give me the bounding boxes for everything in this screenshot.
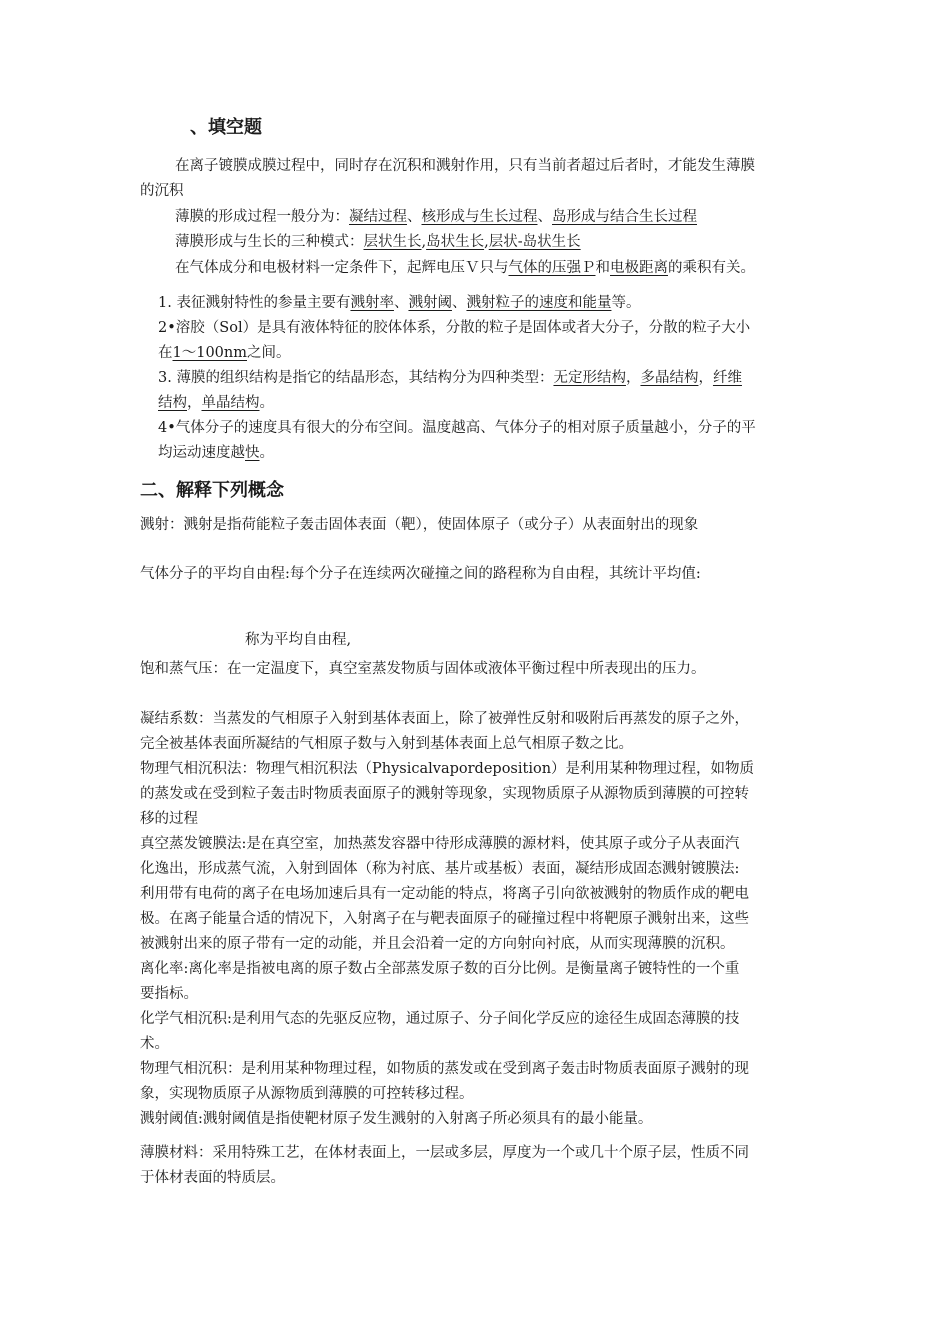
answer-blank: 气体的压强Ｐ: [508, 260, 596, 276]
concept-line: 物理气相沉积：是利用某种物理过程，如物质的蒸发或在受到离子轰击时物质表面原子溅射的现: [140, 1061, 749, 1077]
answer-blank: 层状-岛状生长: [488, 234, 581, 250]
concept-line: 真空蒸发镀膜法:是在真空室，加热蒸发容器中待形成薄膜的源材料，使其原子或分子从表面汽: [140, 836, 740, 852]
answer-blank: 纤维: [712, 370, 742, 386]
concept-line: 物理气相沉积法：物理气相沉积法（Physicalvapordeposition）是利用某种物理过程，如物质: [140, 761, 755, 777]
answer-blank: 溅射粒子的速度和能量: [466, 295, 612, 311]
concept-line: 于体材表面的特质层。: [140, 1170, 285, 1186]
answer-blank: 核形成与生长过程: [421, 209, 538, 225]
concept-line: 移的过程: [140, 811, 198, 827]
section-title-concepts: 二、解释下列概念: [140, 480, 284, 501]
answer-blank: 结构: [158, 395, 187, 411]
concept-line: 溅射阈值:溅射阈值是指使靶材原子发生溅射的入射离子所必须具有的最小能量。: [140, 1111, 653, 1127]
concept-line: 极。在离子能量合适的情况下，入射离子在与靶表面原子的碰撞过程中将靶原子溅射出来，这些: [140, 911, 749, 927]
question-3-line1: 3. 薄膜的组织结构是指它的结晶形态，其结构分为四种类型：无定形结构，多晶结构，纤维: [158, 370, 742, 386]
concept-line: 的蒸发或在受到粒子轰击时物质表面原子的溅射等现象，实现物质原子从源物质到薄膜的可控转: [140, 786, 749, 802]
concept-line: 象，实现物质原子从源物质到薄膜的可控转移过程。: [140, 1086, 474, 1102]
concept-line: 要指标。: [140, 986, 198, 1002]
concept-line: 薄膜材料：采用特殊工艺，在体材表面上，一层或多层，厚度为一个或几十个原子层，性质不同: [140, 1145, 749, 1161]
answer-blank: 1〜100nm: [172, 345, 247, 361]
answer-blank: 凝结过程: [349, 209, 407, 225]
para-growth-modes: 薄膜形成与生长的三种模式：层状生长,岛状生长,层状-岛状生长: [175, 234, 581, 250]
answer-blank: 溅射率: [350, 295, 394, 311]
concept-line: 完全被基体表面所凝结的气相原子数与入射到基体表面上总气相原子数之比。: [140, 736, 633, 752]
answer-blank: 单晶结构: [201, 395, 260, 411]
para-glow-voltage: 在气体成分和电极材料一定条件下，起辉电压Ｖ只与气体的压强Ｐ和电极距离的乘积有关。: [175, 260, 755, 276]
concept-line: 气体分子的平均自由程:每个分子在连续两次碰撞之间的路程称为自由程，其统计平均值:: [140, 566, 701, 582]
answer-blank: 岛形成与结合生长过程: [552, 209, 697, 225]
para-ion-plating-line1: 在离子镀膜成膜过程中，同时存在沉积和溅射作用，只有当前者超过后者时，才能发生薄膜: [175, 158, 755, 174]
answer-blank: 层状生长: [363, 234, 422, 250]
concept-line: 凝结系数：当蒸发的气相原子入射到基体表面上，除了被弹性反射和吸附后再蒸发的原子之外，: [140, 711, 749, 727]
concept-line: 饱和蒸气压：在一定温度下，真空室蒸发物质与固体或液体平衡过程中所表现出的压力。: [140, 661, 706, 677]
question-1: 1. 表征溅射特性的参量主要有溅射率、溅射阈、溅射粒子的速度和能量等。: [158, 295, 641, 311]
concept-line: 化学气相沉积:是利用气态的先驱反应物，通过原子、分子间化学反应的途径生成固态薄膜的技: [140, 1011, 740, 1027]
question-4-line2: 均运动速度越快。: [158, 445, 274, 461]
question-2-line1: 2•溶胶（Sol）是具有液体特征的胶体体系，分散的粒子是固体或者大分子，分散的粒子大小: [158, 320, 751, 336]
concept-line: 利用带有电荷的离子在电场加速后具有一定动能的特点，将离子引向欲被溅射的物质作成的靶电: [140, 886, 749, 902]
question-4-line1: 4•气体分子的速度具有很大的分布空间。温度越高、气体分子的相对原子质量越小，分子的平: [158, 420, 756, 436]
concept-line: 化逸出，形成蒸气流，入射到固体（称为衬底、基片或基板）表面，凝结形成固态溅射镀膜法:: [140, 861, 740, 877]
question-3-line2: 结构，单晶结构。: [158, 395, 274, 411]
answer-blank: 无定形结构: [553, 370, 626, 386]
concept-line: 溅射：溅射是指荷能粒子轰击固体表面（靶），使固体原子（或分子）从表面射出的现象: [140, 517, 699, 533]
answer-blank: 溅射阈: [408, 295, 452, 311]
concept-line: 称为平均自由程,: [245, 632, 352, 648]
question-2-line2: 在1〜100nm之间。: [158, 345, 291, 361]
section-title-fill-in: 、填空题: [190, 117, 262, 138]
concept-line: 离化率:离化率是指被电离的原子数占全部蒸发原子数的百分比例。是衡量离子镀特性的一个重: [140, 961, 740, 977]
answer-blank: 电极距离: [610, 260, 668, 276]
answer-blank: 快: [245, 445, 260, 461]
para-ion-plating-line2: 的沉积: [140, 183, 184, 199]
concept-line: 被溅射出来的原子带有一定的动能，并且会沿着一定的方向射向衬底，从而实现薄膜的沉积。: [140, 936, 735, 952]
para-film-formation: 薄膜的形成过程一般分为：凝结过程、核形成与生长过程、岛形成与结合生长过程: [175, 209, 697, 225]
answer-blank: 岛状生长: [426, 234, 485, 250]
answer-blank: 多晶结构: [640, 370, 699, 386]
concept-line: 术。: [140, 1036, 169, 1052]
